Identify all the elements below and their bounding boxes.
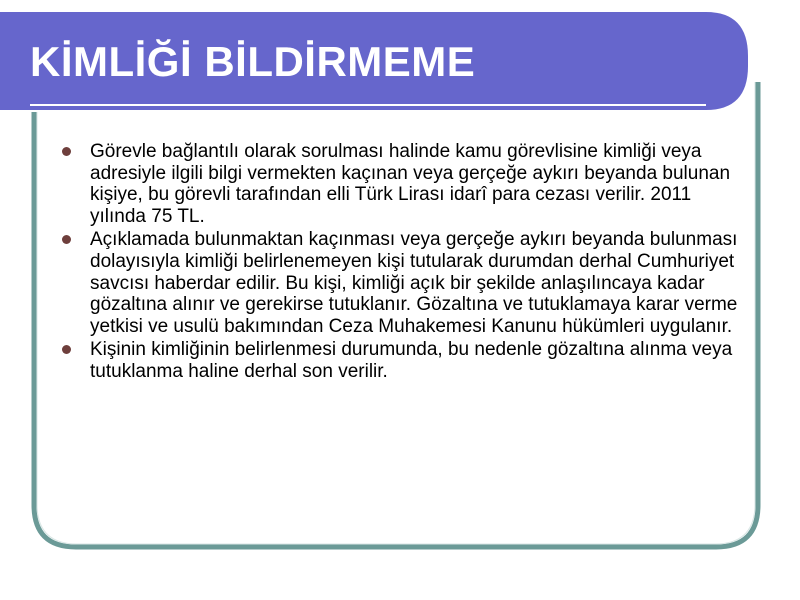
bullet-text: Görevle bağlantılı olarak sorulması halinde kamu görevlisine kimliği veya adresiyle ilgili bilgi vermekten kaçınan veya gerçeğe aykırı beyanda bulunan kişiye, bu görevli tarafından elli Türk Lirası idarî para cezası verilir. 2011 yılında 75 TL. (90, 141, 731, 227)
bullet-item-1 (62, 141, 744, 227)
bullet-item-3 (62, 339, 744, 382)
bullet-text: Açıklamada bulunmaktan kaçınması veya gerçeğe aykırı beyanda bulunması dolayısıyla kimliği belirlenemeyen kişi tutularak durumdan derhal Cumhuriyet savcısı haberdar edilir. Bu kişi, kimliği açık bir şekilde anlaşılıncaya kadar gözaltına alınır ve gerekirse tutuklanır. Gözaltına ve tutuklamaya karar verme yetkisi ve usulü bakımından Ceza Muhakemesi Kanunu hükümleri uygulanır. (90, 229, 738, 337)
bullet-list (62, 141, 744, 385)
bullet-dot-icon (62, 235, 71, 244)
bullet-item-2 (62, 229, 744, 337)
bullet-dot-icon (62, 147, 71, 156)
bullet-dot-icon (62, 345, 71, 354)
bullet-text: Kişinin kimliğinin belirlenmesi durumunda, bu nedenle gözaltına alınma veya tutuklanma haline derhal son verilir. (90, 339, 733, 382)
slide-title: KİMLİĞİ BİLDİRMEME (30, 38, 476, 85)
